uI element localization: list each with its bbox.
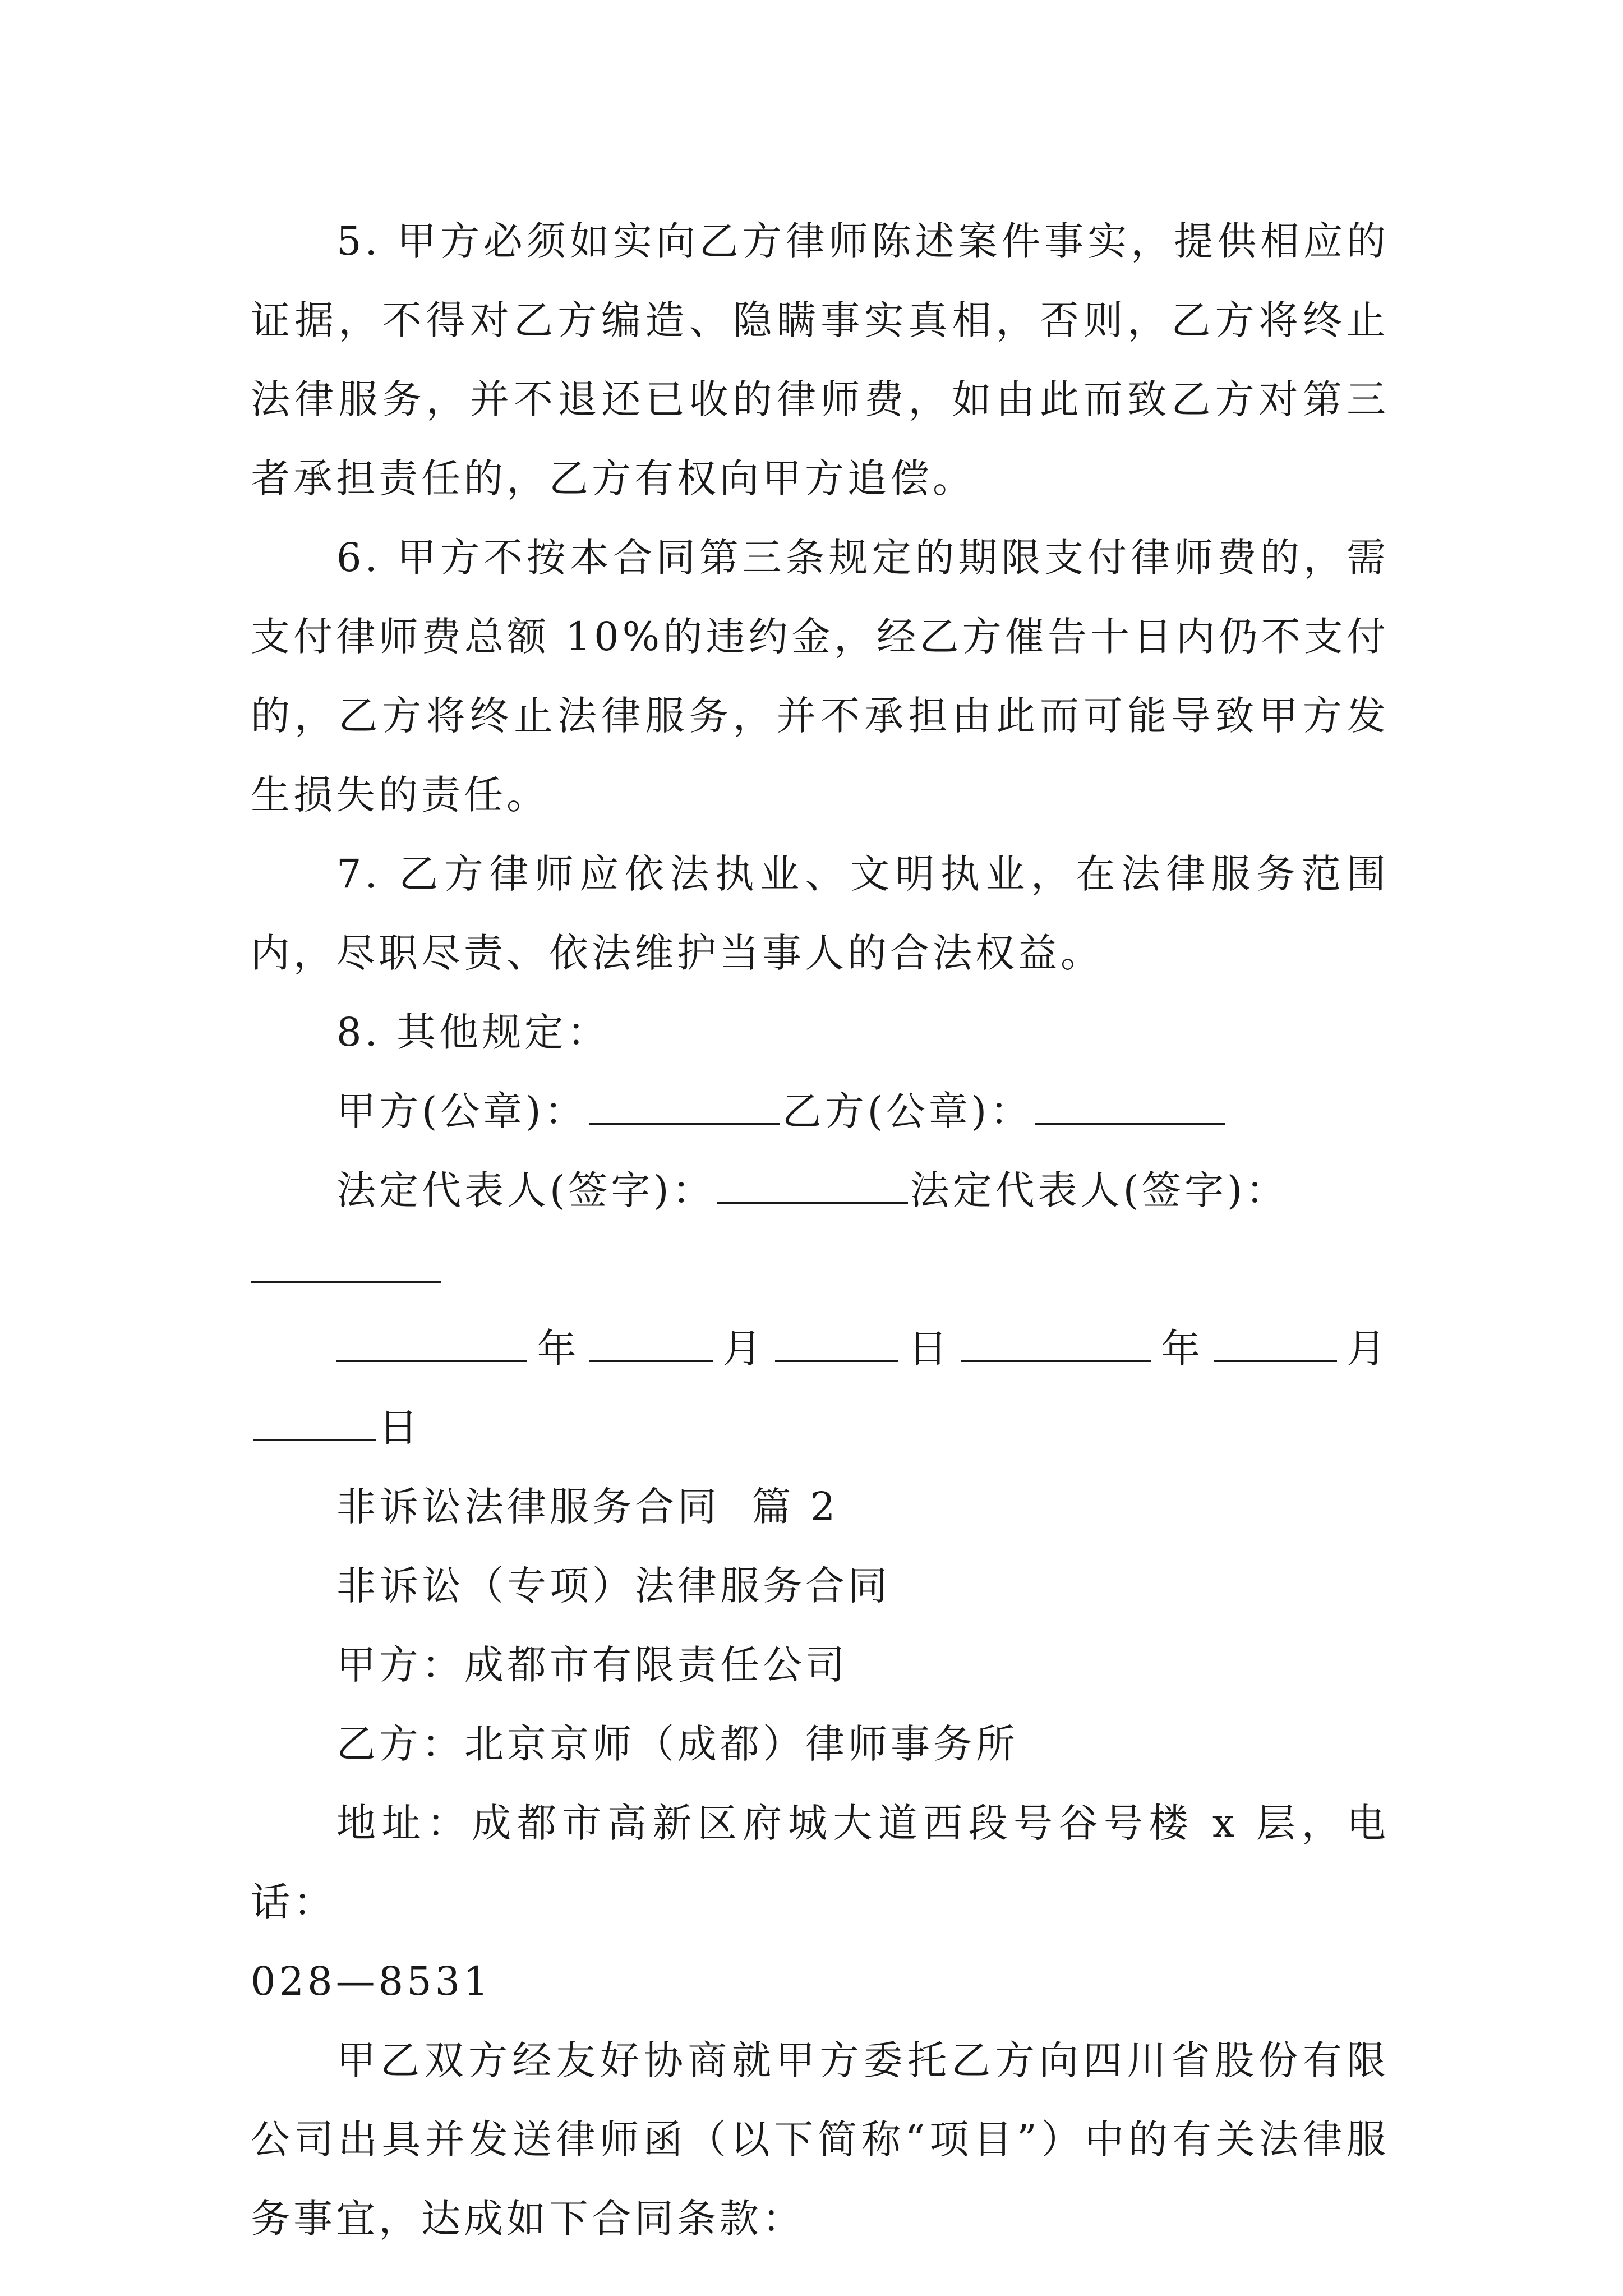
clause-5: 5. 甲方必须如实向乙方律师陈述案件事实，提供相应的证据，不得对乙方编造、隐瞒事实真相，否则，乙方将终止法律服务，并不退还已收的律师费，如由此而致乙方对第三者承担责任的，乙方有权向甲方追偿。	[251, 218, 1389, 501]
year-b-label: 年	[1153, 1326, 1211, 1372]
rep-a-blank	[717, 1170, 908, 1204]
address-line: 地址：成都市高新区府城大道西段号谷号楼 x 层，电话：	[251, 1800, 1389, 1925]
clause-7: 7. 乙方律师应依法执业、文明执业，在法律服务范围内，尽职尽责、依法维护当事人的合法权益。	[251, 851, 1389, 976]
month-a-label: 月	[714, 1326, 773, 1372]
day-a-blank	[775, 1328, 898, 1362]
document-body	[251, 202, 1389, 2258]
year-b-blank	[961, 1328, 1151, 1362]
date-row	[251, 1309, 1389, 1467]
rep-b-label: 法定代表人(签字)：	[910, 1167, 1289, 1213]
party-a-line: 甲方：成都市有限责任公司	[336, 1642, 848, 1688]
party-b-line: 乙方：北京京师（成都）律师事务所	[336, 1721, 1018, 1767]
month-b-label: 月	[1339, 1326, 1390, 1372]
seal-row	[251, 1072, 1389, 1151]
section-2-title: 非诉讼（专项）法律服务合同	[336, 1563, 891, 1609]
party-a-seal-label: 甲方(公章)：	[336, 1088, 587, 1134]
representative-row	[251, 1151, 1389, 1230]
clause-8: 8. 其他规定：	[336, 1009, 610, 1055]
clause-6: 6. 甲方不按本合同第三条规定的期限支付律师费的，需支付律师费总额 10%的违约金，经乙方催告十日内仍不支付的，乙方将终止法律服务，并不承担由此而可能导致甲方发生损失的责任。	[251, 535, 1389, 818]
month-a-blank	[589, 1328, 713, 1362]
year-a-blank	[336, 1328, 527, 1362]
year-a-label: 年	[529, 1326, 587, 1372]
intro-paragraph: 甲乙双方经友好协商就甲方委托乙方向四川省股份有限公司出具并发送律师函（以下简称“项目”）中的有关法律服务事宜，达成如下合同条款：	[251, 2037, 1389, 2242]
rep-b-blank-line	[251, 1230, 1389, 1309]
party-b-seal-blank	[1035, 1091, 1225, 1125]
section-2-heading: 非诉讼法律服务合同 篇 2	[336, 1484, 839, 1530]
day-b-blank	[253, 1407, 376, 1441]
phone-line: 028—8531	[251, 1958, 492, 2004]
rep-b-blank	[251, 1249, 441, 1283]
day-a-label: 日	[900, 1326, 958, 1372]
party-b-seal-label: 乙方(公章)：	[782, 1088, 1033, 1134]
month-b-blank	[1214, 1328, 1337, 1362]
rep-a-label: 法定代表人(签字)：	[336, 1167, 715, 1213]
party-a-seal-blank	[589, 1091, 780, 1125]
day-b-label: 日	[379, 1405, 421, 1451]
